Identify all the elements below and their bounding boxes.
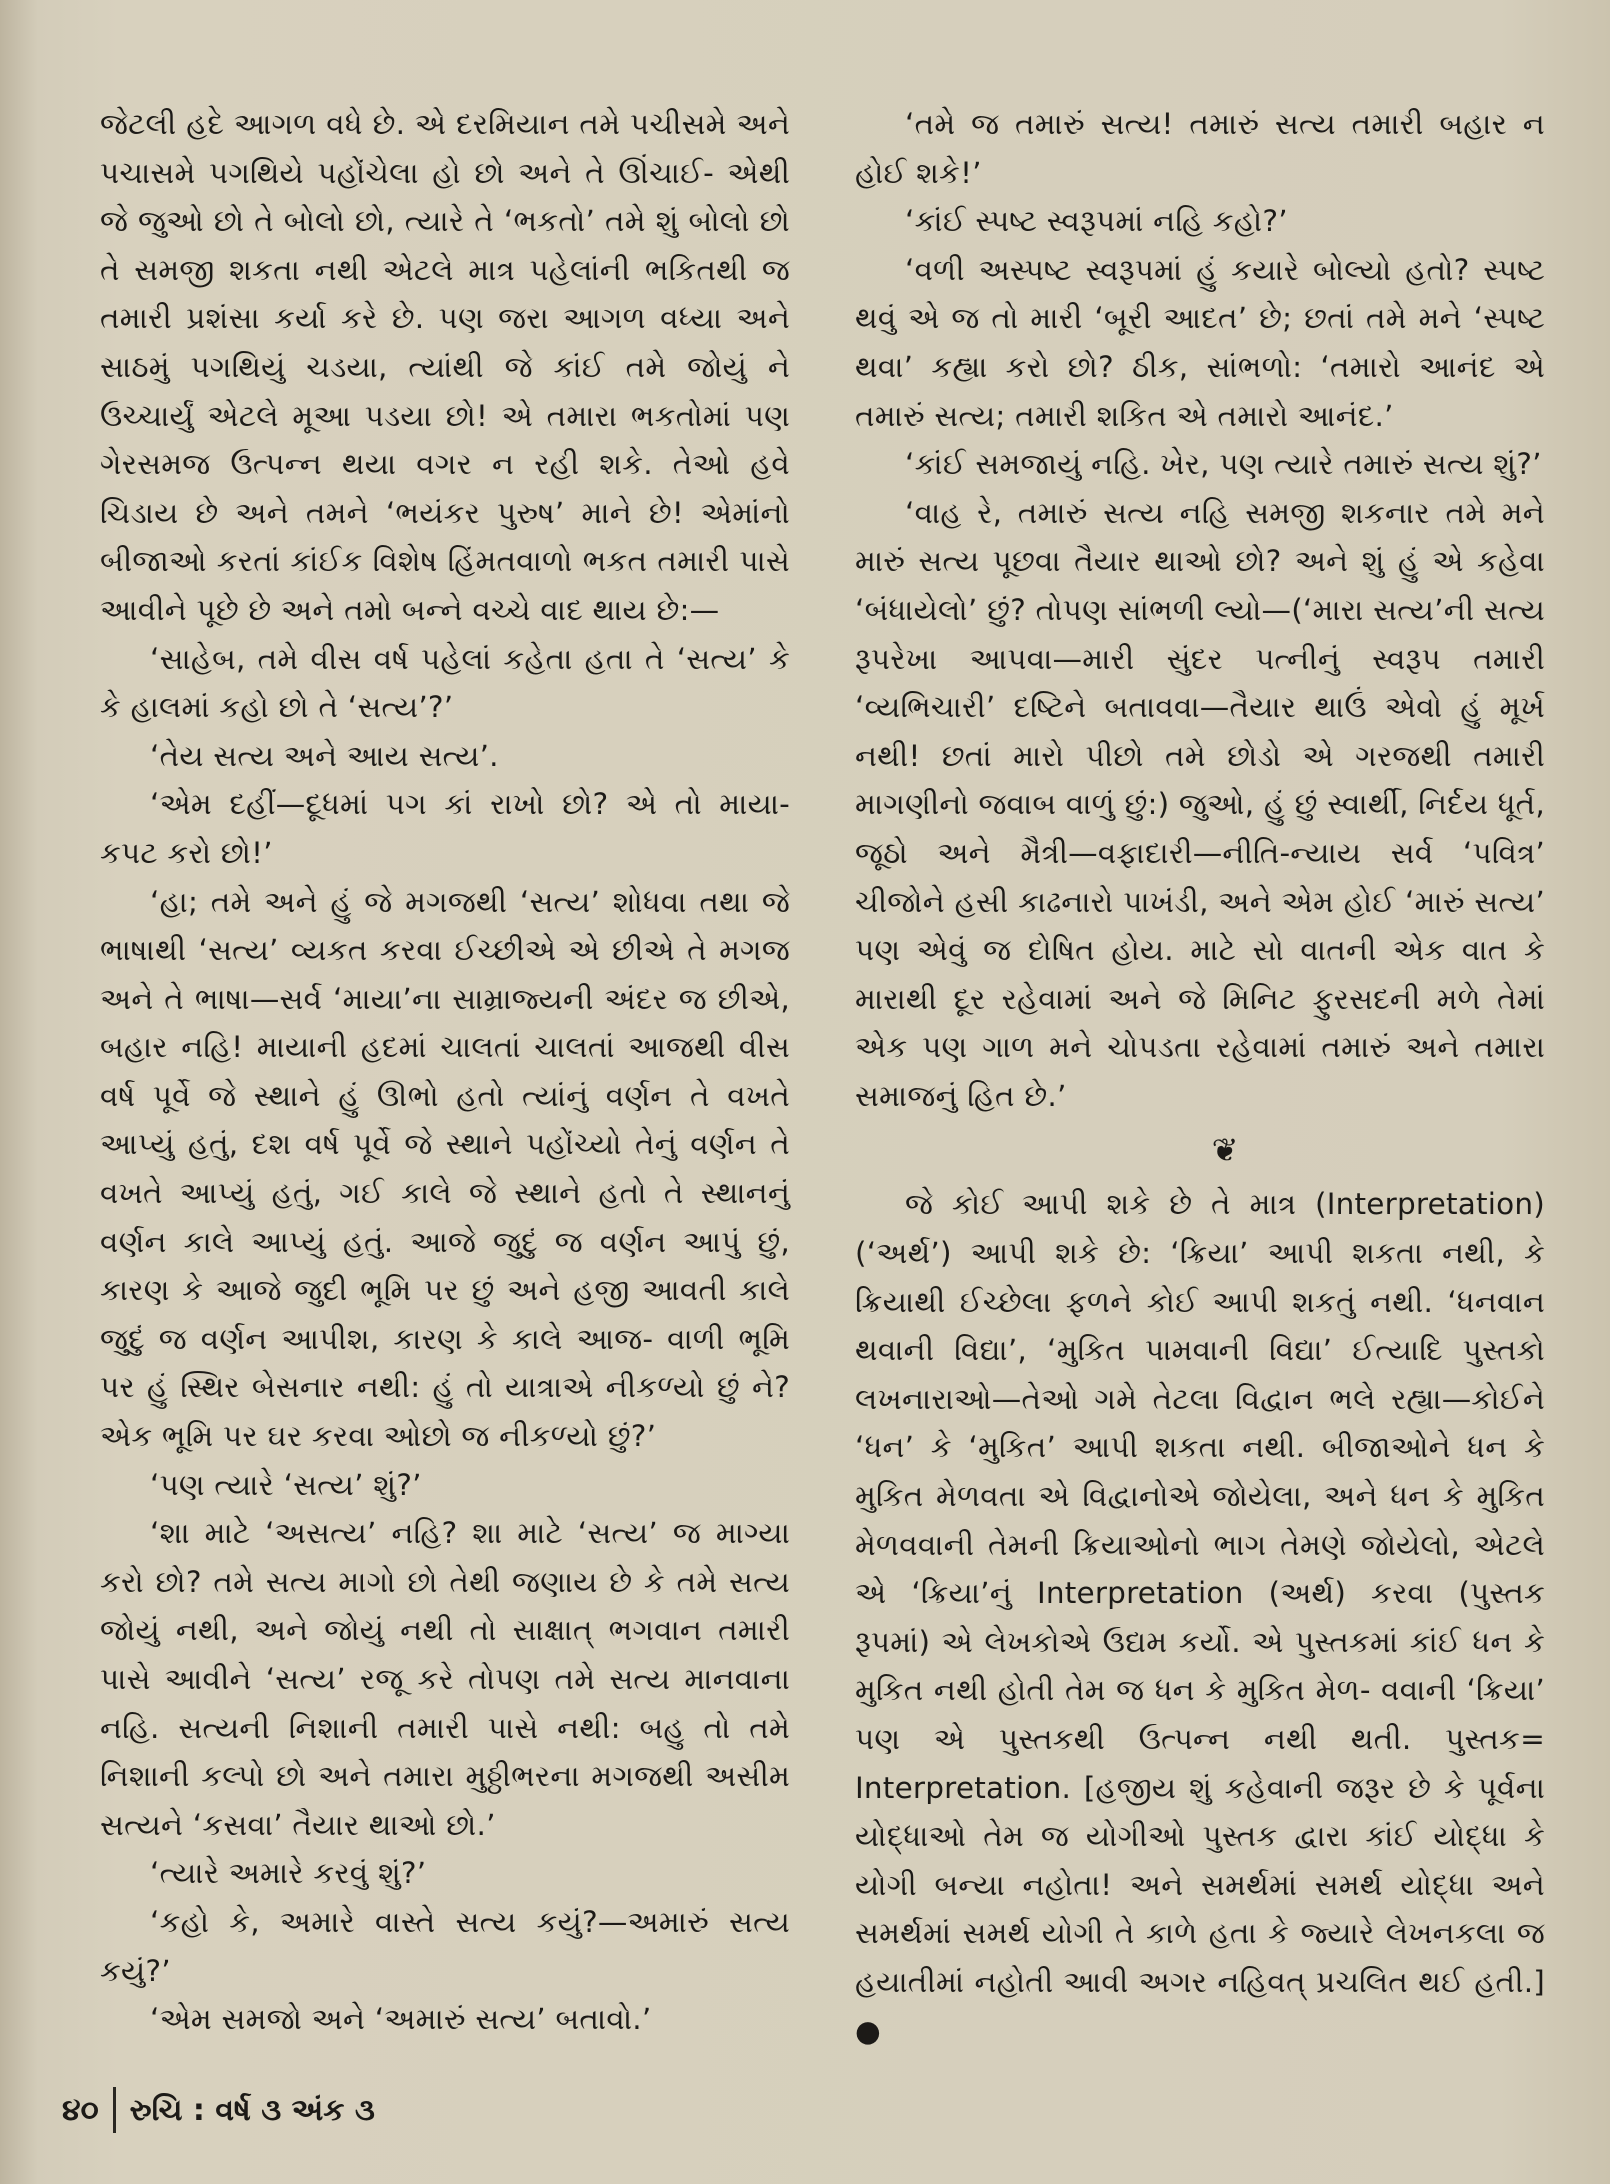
- paragraph: ‘હા; તમે અને હું જે મગજથી ‘સત્ય’ શોધવા તથા જે ભાષાથી ‘સત્ય’ વ્યકત કરવા ઈચ્છીએ એ છીએ તે મગજ અને તે ભાષા—સર્વ ‘માયા’ના સામ્રાજ્યની અંદર જ છીએ, બહાર નહિ! માયાની હદમાં ચાલતાં ચાલતાં આજથી વીસ વર્ષ પૂર્વે જે સ્થાને હું ઊભો હતો ત્યાંનું વર્ણન તે વખતે આપ્યું હતું, દશ વર્ષ પૂર્વે જે સ્થાને પહોંચ્યો તેનું વર્ણન તે વખતે આપ્યું હતું, ગઈ કાલે જે સ્થાને હતો તે સ્થાનનું વર્ણન કાલે આપ્યું હતું. આજે જુદું જ વર્ણન આપું છું, કારણ કે આજે જુદી ભૂમિ પર છું અને હજી આવતી કાલે જુદું જ વર્ણન આપીશ, કારણ કે કાલે આજ- વાળી ભૂમિ પર હું સ્થિર બેસનાર નથી: હું તો યાત્રાએ નીકળ્યો છું ને? એક ભૂમિ પર ઘર કરવા ઓછો જ નીકળ્યો છું?’: [100, 884, 790, 1454]
- page-footer: [62, 2085, 375, 2135]
- paragraph: ‘એમ સમજો અને ‘અમારું સત્ય’ બતાવો.’: [150, 2002, 652, 2037]
- left-column: [100, 100, 790, 2044]
- paragraph: ‘શા માટે ‘અસત્ય’ નહિ? શા માટે ‘સત્ય’ જ માગ્યા કરો છો? તમે સત્ય માગો છો તેથી જણાય છે કે તમે સત્ય જોયું નથી, અને જોયું નથી તો સાક્ષાત્ ભગવાન તમારી પાસે આવીને ‘સત્ય’ રજૂ કરે તોપણ તમે સત્ય માનવાના નહિ. સત્યની નિશાની તમારી પાસે નથી: બહુ તો તમે નિશાની કલ્પો છો અને તમારા મુઠ્ઠીભરના મગજથી અસીમ સત્યને ‘કસવા’ તૈયાર થાઓ છો.’: [100, 1516, 790, 1842]
- paragraph: જેટલી હદે આગળ વધે છે. એ દરમિયાન તમે પચીસમે અને પચાસમે પગથિયે પહોંચેલા હો છો અને તે ઊંચાઈ- એથી જે જુઓ છો તે બોલો છો, ત્યારે તે ‘ભકતો’ તમે શું બોલો છો તે સમજી શકતા નથી એટલે માત્ર પહેલાંની ભકિતથી જ તમારી પ્રશંસા કર્યા કરે છે. પણ જરા આગળ વધ્યા અને સાઠમું પગથિયું ચડયા, ત્યાંથી જે કાંઈ તમે જોયું ને ઉચ્ચાર્યું એટલે મૂઆ પડયા છો! એ તમારા ભકતોમાં પણ ગેરસમજ ઉત્પન્ન થયા વગર ન રહી શકે. તેઓ હવે ચિડાય છે અને તમને ‘ભયંકર પુરુષ’ માને છે! એમાંનો બીજાઓ કરતાં કાંઈક વિશેષ હિંમતવાળો ભકત તમારી પાસે આવીને પૂછે છે અને તમો બન્ને વચ્ચે વાદ થાય છે:—: [100, 107, 790, 627]
- paragraph: ‘તમે જ તમારું સત્ય! તમારું સત્ય તમારી બહાર ન હોઈ શકે!’: [855, 107, 1545, 190]
- paragraph: જે કોઈ આપી શકે છે તે માત્ર (Interpretation) (‘અર્થ’) આપી શકે છે: ‘ક્રિયા’ આપી શકતા નથી, કે ક્રિયાથી ઈચ્છેલા ફળને કોઈ આપી શકતું નથી. ‘ધનવાન થવાની વિદ્યા’, ‘મુકિત પામવાની વિદ્યા’ ઈત્યાદિ પુસ્તકો લખનારાઓ—તેઓ ગમે તેટલા વિદ્વાન ભલે રહ્યા—કોઈને ‘ધન’ કે ‘મુકિત’ આપી શકતા નથી. બીજાઓને ધન કે મુકિત મેળવતા એ વિદ્વાનોએ જોયેલા, અને ધન કે મુકિત મેળવવાની તેમની ક્રિયાઓનો ભાગ તેમણે જોયેલો, એટલે એ ‘ક્રિયા’નું Interpretation (અર્થ) કરવા (પુસ્તક રૂપમાં) એ લેખકોએ ઉદ્યમ કર્યો. એ પુસ્તકમાં કાંઈ ધન કે મુકિત નથી હોતી તેમ જ ધન કે મુકિત મેળ- વવાની ‘ક્રિયા’ પણ એ પુસ્તકથી ઉત્પન્ન નથી થતી. પુસ્તક= Interpretation. [હજીય શું કહેવાની જરૂર છે કે પૂર્વના યોદ્ધાઓ તેમ જ યોગીઓ પુસ્તક દ્વારા કાંઈ યોદ્ધા કે યોગી બન્યા નહોતા! અને સમર્થમાં સમર્થ યોદ્ધા અને સમર્થમાં સમર્થ યોગી તે કાળે હતા કે જ્યારે લેખનકલા જ હયાતીમાં નહોતી આવી અગર નહિવત્ પ્રચલિત થઈ હતી.] ●: [855, 1187, 1545, 2048]
- paragraph: ‘એમ દહીં—દૂધમાં પગ કાં રાખો છો? એ તો માયા- કપટ કરો છો!’: [100, 787, 790, 870]
- paragraph: ‘પણ ત્યારે ‘સત્ય’ શું?’: [150, 1467, 422, 1502]
- page-number: ૪૦: [62, 2092, 99, 2128]
- paragraph: ‘સાહેબ, તમે વીસ વર્ષ પહેલાં કહેતા હતા તે ‘સત્ય’ કે કે હાલમાં કહો છો તે ‘સત્ય’?’: [100, 641, 790, 725]
- paragraph: ‘ત્યારે અમારે કરવું શું?’: [150, 1856, 427, 1891]
- paragraph: ‘વળી અસ્પષ્ટ સ્વરૂપમાં હું કયારે બોલ્યો હતો? સ્પષ્ટ થવું એ જ તો મારી ‘બૂરી આદત’ છે; છતાં તમે મને ‘સ્પષ્ટ થવા’ કહ્યા કરો છો? ઠીક, સાંભળો: ‘તમારો આનંદ એ તમારું સત્ય; તમારી શકિત એ તમારો આનંદ.’: [855, 252, 1545, 433]
- right-column: [855, 100, 1545, 2055]
- section-ornament-icon: ❦: [1211, 1131, 1239, 1170]
- paragraph: ‘કાંઈ સમજાયું નહિ. ખેર, પણ ત્યારે તમારું સત્ય શું?’: [905, 447, 1542, 482]
- paragraph: ‘કાંઈ સ્પષ્ટ સ્વરૂપમાં નહિ કહો?’: [905, 204, 1288, 239]
- magazine-issue: રુચિ : વર્ષ ૩ અંક ૩: [129, 2092, 375, 2128]
- footer-divider: [113, 2087, 116, 2133]
- paragraph: ‘કહો કે, અમારે વાસ્તે સત્ય કયું?—અમારું સત્ય કયું?’: [100, 1904, 790, 1988]
- paragraph: ‘તેય સત્ય અને આય સત્ય’.: [150, 738, 499, 773]
- paragraph: ‘વાહ રે, તમારું સત્ય નહિ સમજી શકનાર તમે મને મારું સત્ય પૂછવા તૈયાર થાઓ છો? અને શું હું એ કહેવા ‘બંધાયેલો’ છું? તોપણ સાંભળી લ્યો—(‘મારા સત્ય’ની સત્ય રૂપરેખા આપવા—મારી સુંદર પત્નીનું સ્વરૂપ તમારી ‘વ્યભિચારી’ દષ્ટિને બતાવવા—તૈયાર થાઉં એવો હું મૂર્ખ નથી! છતાં મારો પીછો તમે છોડો એ ગરજથી તમારી માગણીનો જવાબ વાળું છું:) જુઓ, હું છું સ્વાર્થી, નિર્દય ધૂર્ત, જૂઠો અને મૈત્રી—વફાદારી—નીતિ-ન્યાય સર્વ ‘પવિત્ર’ ચીજોને હસી કાઢનારો પાખંડી, અને એમ હોઈ ‘મારું સત્ય’ પણ એવું જ દોષિત હોય. માટે સો વાતની એક વાત કે મારાથી દૂર રહેવામાં અને જે મિનિટ ફુરસદની મળે તેમાં એક પણ ગાળ મને ચોપડતા રહેવામાં તમારું અને તમારા સમાજનું હિત છે.’: [855, 495, 1545, 1113]
